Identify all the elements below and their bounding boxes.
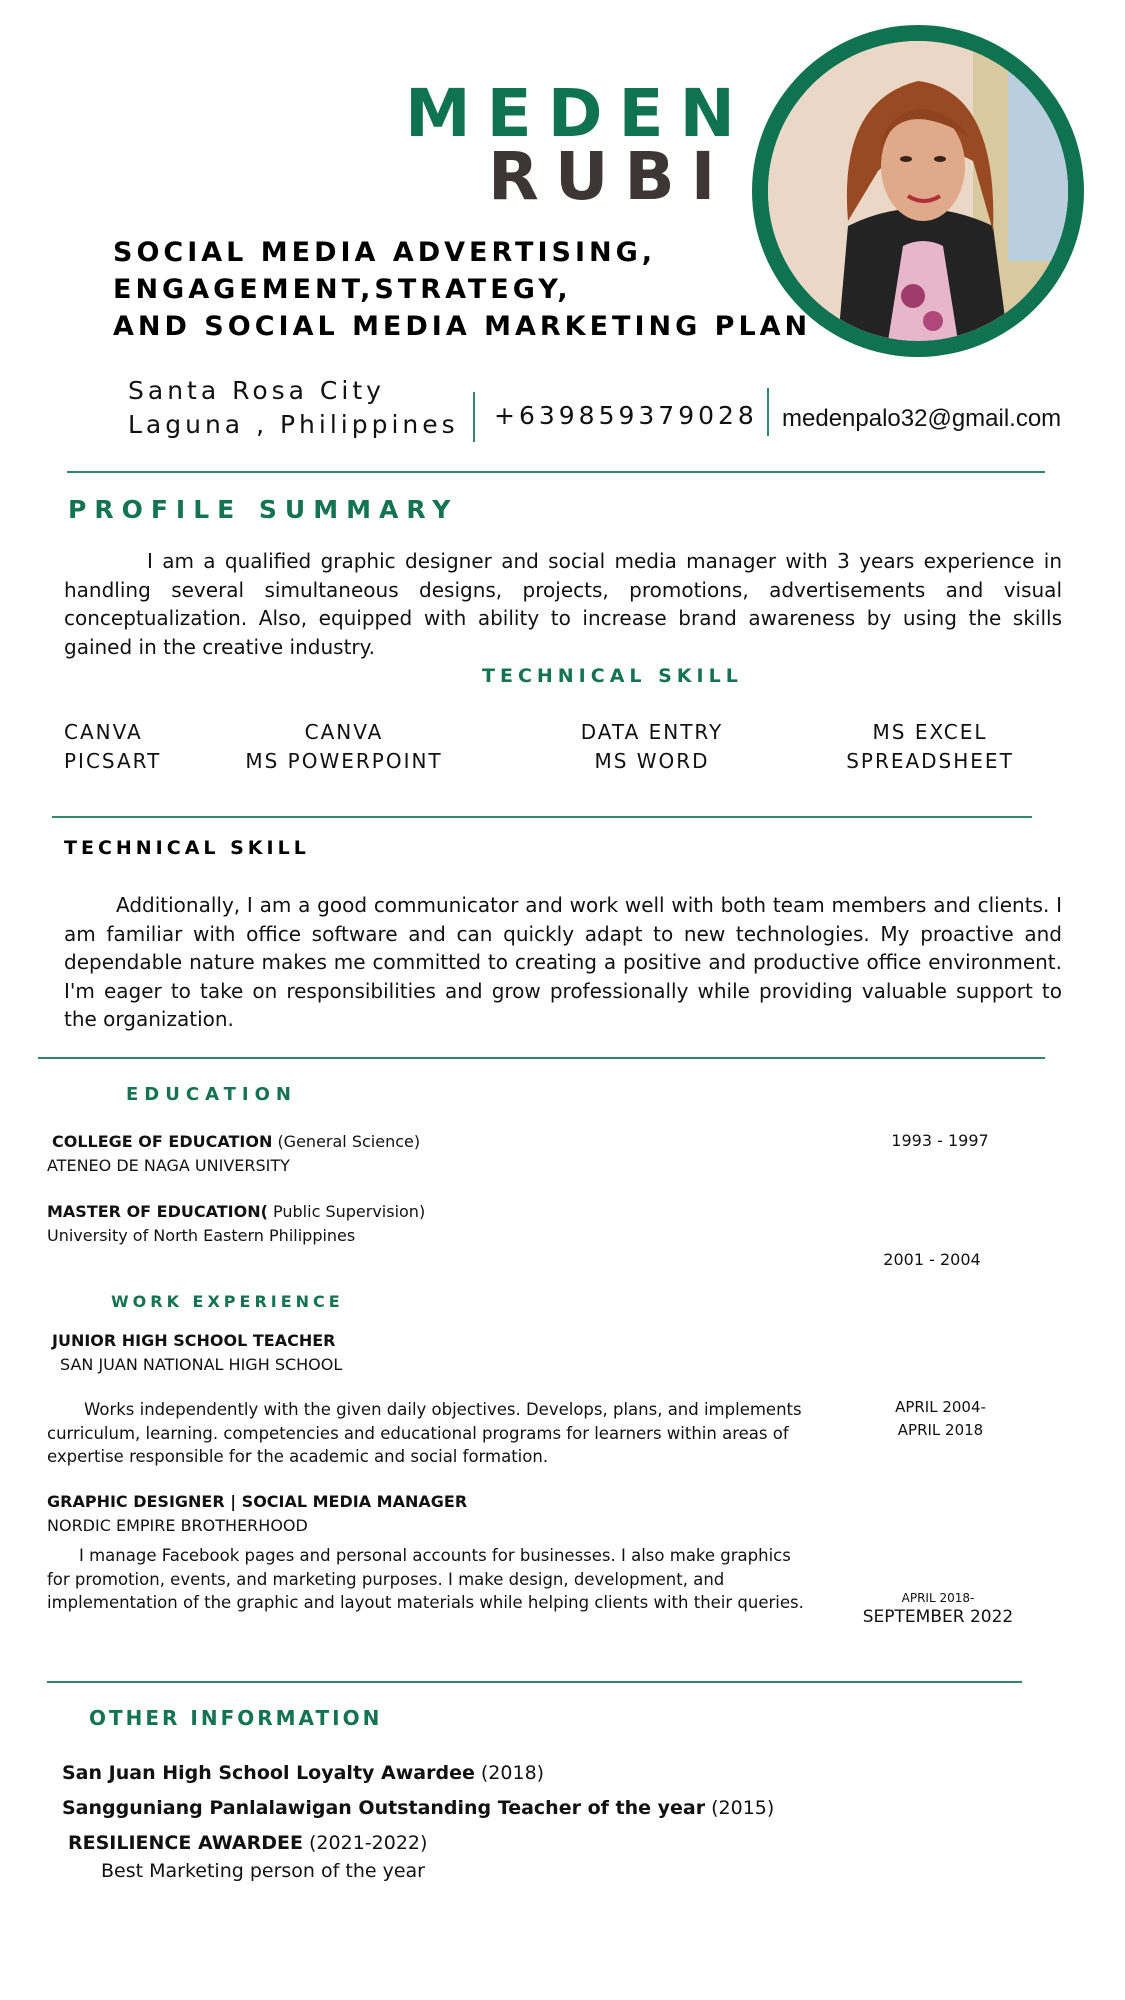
job-description: I manage Facebook pages and personal accounts for businesses. I also make graphics for promotion, events, and marketing purposes. I make design, development, and implementation of the graphic and layout materials while helping clients with their queries. [47, 1546, 804, 1612]
skill-item: SPREADSHEET [846, 749, 1014, 773]
skill-column [532, 718, 772, 776]
address-line-1: Santa Rosa City [128, 376, 385, 405]
education-item [47, 1200, 425, 1224]
job-date-start: APRIL 2004- [895, 1398, 986, 1416]
job-date-end: APRIL 2018 [897, 1421, 984, 1439]
job-date-start: APRIL 2018- [901, 1591, 975, 1605]
divider [67, 471, 1045, 473]
skill-item: CANVA [304, 720, 384, 744]
field: (General Science) [277, 1132, 421, 1151]
other-information-heading: OTHER INFORMATION [89, 1706, 383, 1730]
skill-item: MS WORD [594, 749, 710, 773]
job-title: JUNIOR HIGH SCHOOL TEACHER [52, 1331, 336, 1350]
award-item [62, 1756, 544, 1791]
address-line-2: Laguna , Philippines [128, 410, 459, 439]
skill-column [64, 718, 161, 776]
headline-line-1: SOCIAL MEDIA ADVERTISING, [113, 237, 657, 268]
last-name: RUBI [488, 138, 732, 215]
education-dates: 1993 - 1997 [891, 1131, 989, 1150]
job-date-end: SEPTEMBER 2022 [862, 1607, 1014, 1627]
divider [47, 1681, 1022, 1683]
skill-item: MS POWERPOINT [245, 749, 443, 773]
email-address: medenpalo32@gmail.com [782, 405, 1062, 432]
school: ATENEO DE NAGA UNIVERSITY [47, 1156, 290, 1175]
first-name: MEDEN [405, 75, 751, 152]
skill-item: CANVA [64, 720, 143, 744]
job-dates [878, 1396, 1003, 1442]
headline-line-2: ENGAGEMENT,STRATEGY, [113, 274, 572, 305]
award-year: (2018) [474, 1762, 545, 1784]
technical-skill-text: Additionally, I am a good communicator and work well with both team members and clients. I am familiar with office software and can quickly adapt to new technologies. My proactive and dependable nature makes me committed to creating a positive and productive office environment. I'm eager to take on responsibilities and grow professionally while providing valuable support to the organization. [64, 893, 1062, 1031]
job-description: Works independently with the given daily objectives. Develops, plans, and implements curriculum, learning. competencies and educational programs for learners within areas of expertise responsible for the academic and social formation. [47, 1400, 802, 1466]
phone-number: +639859379028 [494, 401, 758, 430]
field: Public Supervision) [267, 1202, 426, 1221]
job-organization: SAN JUAN NATIONAL HIGH SCHOOL [60, 1355, 343, 1374]
education-heading: EDUCATION [126, 1084, 297, 1105]
headline-line-3: AND SOCIAL MEDIA MARKETING PLAN [113, 311, 812, 342]
technical-skill-heading-2: TECHNICAL SKILL [64, 837, 310, 859]
school: University of North Eastern Philippines [47, 1226, 356, 1245]
contact-divider [767, 388, 769, 436]
skill-column [810, 718, 1050, 776]
profile-summary-heading: PROFILE SUMMARY [68, 495, 459, 524]
contact-divider [473, 392, 475, 442]
award-year: (2021-2022) [302, 1832, 428, 1854]
education-dates: 2001 - 2004 [883, 1250, 981, 1269]
skill-item: MS EXCEL [872, 720, 988, 744]
job-dates [853, 1590, 1023, 1628]
skill-item: DATA ENTRY [580, 720, 724, 744]
award-item [62, 1791, 774, 1826]
award-note: Best Marketing person of the year [101, 1860, 425, 1882]
degree: COLLEGE OF EDUCATION [52, 1132, 273, 1151]
education-item [52, 1130, 420, 1154]
award-year: (2015) [705, 1797, 775, 1819]
work-experience-heading: WORK EXPERIENCE [111, 1292, 344, 1311]
skill-item: PICSART [64, 749, 162, 773]
award-name: Sangguniang Panlalawigan Outstanding Teacher of the year [62, 1797, 706, 1819]
profile-summary-text: I am a qualified graphic designer and social media manager with 3 years experience in handling several simultaneous designs, projects, promotions, advertisements and visual conceptualization. Also, equipped with ability to increase brand awareness by using the skills gained in the creative industry. [64, 549, 1062, 659]
job-title: GRAPHIC DESIGNER | SOCIAL MEDIA MANAGER [47, 1492, 468, 1511]
award-name: RESILIENCE AWARDEE [68, 1832, 303, 1854]
degree: MASTER OF EDUCATION( [47, 1202, 268, 1221]
skill-column [224, 718, 464, 776]
divider [38, 1057, 1045, 1059]
divider [52, 816, 1032, 818]
technical-skill-heading: TECHNICAL SKILL [482, 665, 743, 687]
award-name: San Juan High School Loyalty Awardee [62, 1762, 475, 1784]
profile-photo [752, 25, 1084, 357]
job-organization: NORDIC EMPIRE BROTHERHOOD [47, 1516, 308, 1535]
